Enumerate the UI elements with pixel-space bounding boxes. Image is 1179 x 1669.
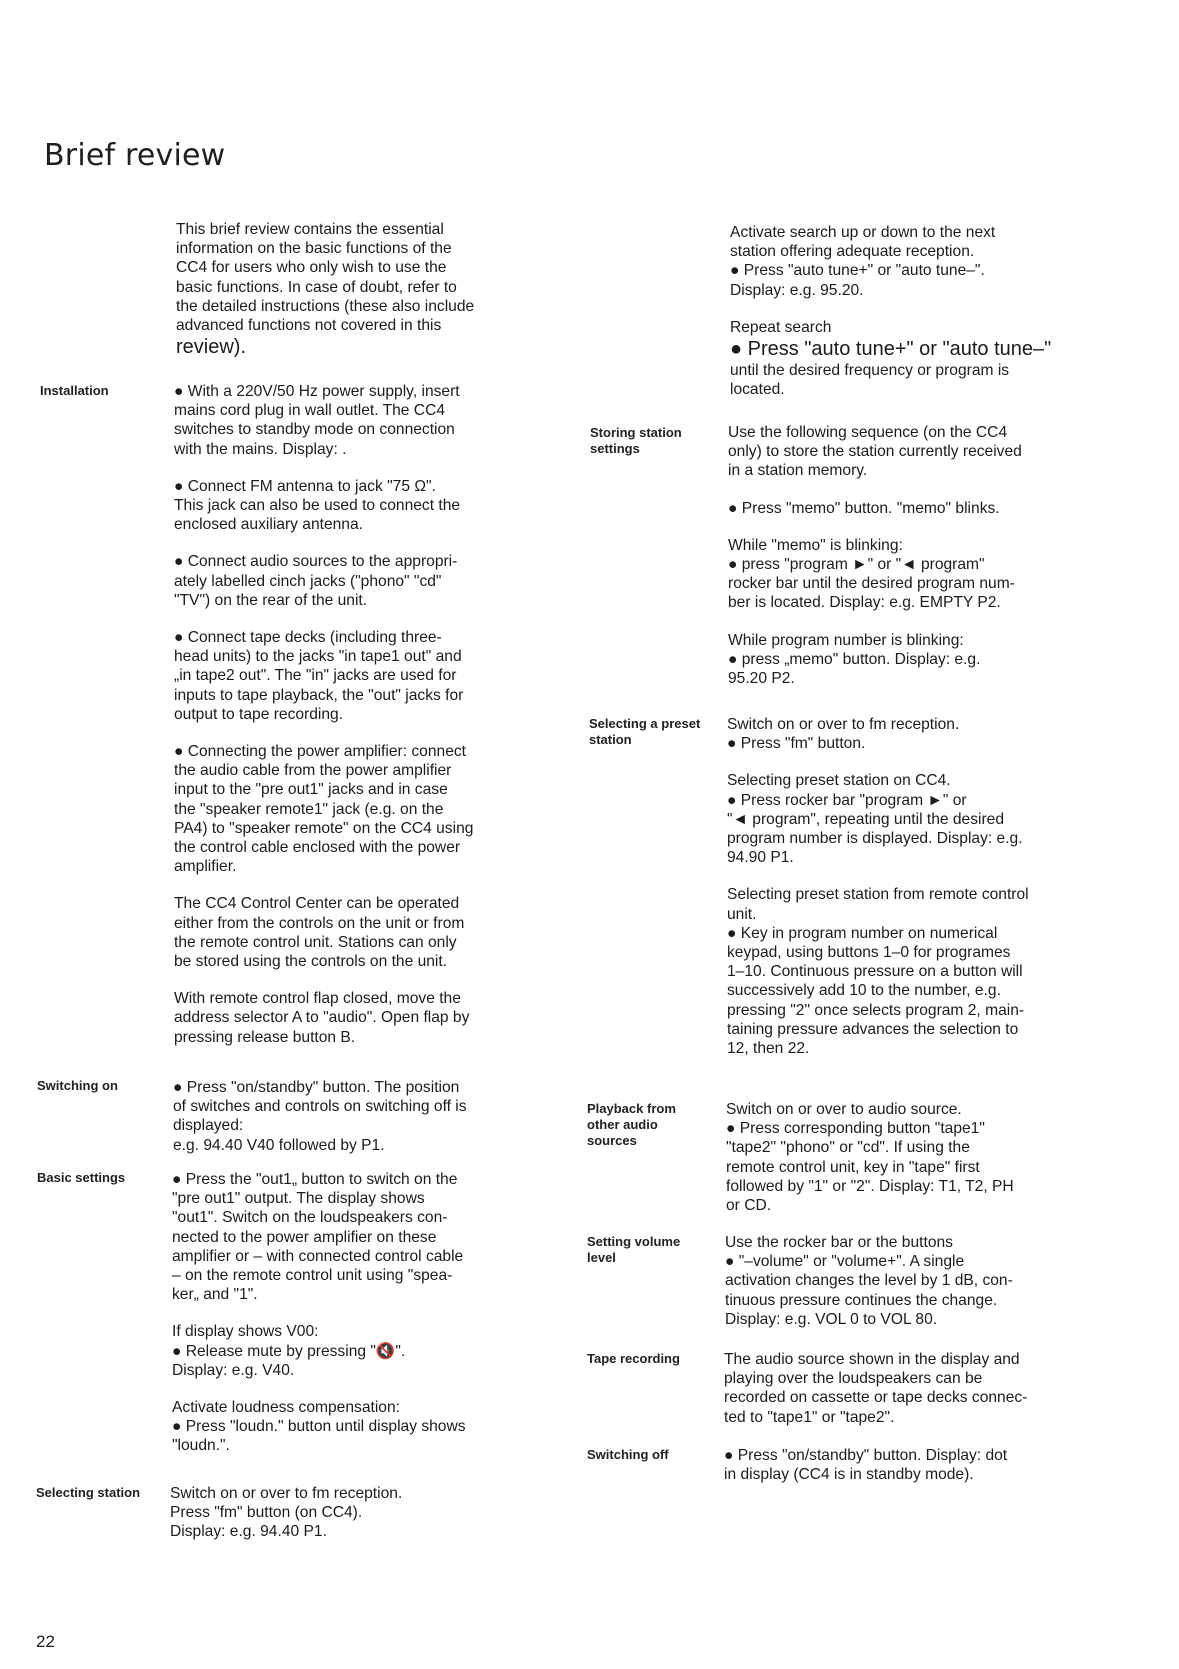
storing-paragraph-1 [728, 423, 1088, 481]
text-line: PA4) to "speaker remote" on the CC4 using [174, 819, 474, 837]
text-line: ● Press "memo" button. "memo" blinks. [728, 499, 1000, 517]
left-column-switching-on [173, 1078, 513, 1173]
text-line: ● Press "on/standby" button. Display: dot [724, 1447, 1008, 1464]
text-line: activation changes the level by 1 dB, con- [725, 1272, 1013, 1290]
text-line: ber is located. Display: e.g. EMPTY P2. [728, 594, 1001, 612]
label-line: Storing station [590, 425, 682, 440]
text-line: of switches and controls on switching off is [173, 1098, 467, 1116]
label-setting-volume-level [587, 1234, 680, 1266]
text-line: With remote control flap closed, move the [174, 990, 461, 1008]
text-line: ● Press "on/standby" button. The position [173, 1079, 460, 1096]
preset-paragraph-1 [727, 715, 1097, 753]
text-line: nected to the power amplifier on these [172, 1228, 437, 1246]
text-line: or CD. [726, 1197, 772, 1215]
text-line: Display: e.g. 94.40 P1. [170, 1523, 327, 1541]
right-column-playback [726, 1100, 1086, 1233]
text-line: The CC4 Control Center can be operated [174, 895, 460, 913]
text-line: ● Press corresponding button "tape1" [726, 1120, 985, 1138]
text-line: output to tape recording. [174, 705, 344, 723]
text-line: either from the controls on the unit or from [174, 914, 465, 932]
text-line: 1–10. Continuous pressure on a button will [727, 963, 1023, 981]
text-line: the "speaker remote1" jack (e.g. on the [174, 800, 444, 818]
text-line: This brief review contains the essential [176, 221, 444, 238]
repeat-search-paragraph [730, 318, 1090, 400]
text-line: Use the following sequence (on the CC4 [728, 424, 1008, 441]
text-line: review). [176, 336, 247, 359]
text-line: keypad, using buttons 1–0 for programes [727, 944, 1011, 962]
text-line: ● Release mute by pressing "🔇". [172, 1342, 406, 1360]
text-line: CC4 for users who only wish to use the [176, 259, 447, 277]
text-line: until the desired frequency or program is [730, 362, 1010, 380]
storing-paragraph-4 [728, 631, 1088, 689]
text-line: the audio cable from the power amplifier [174, 762, 452, 780]
label-playback-other-sources [587, 1101, 676, 1149]
text-line: 94.90 P1. [727, 849, 794, 867]
left-column-top [176, 220, 516, 359]
install-paragraph-7 [174, 989, 514, 1047]
text-line: ● press "program ►" or "◄ program" [728, 556, 985, 574]
text-line: rocker bar until the desired program num- [728, 575, 1015, 593]
label-storing-station-settings [590, 425, 682, 457]
text-line: ● "–volume" or "volume+". A single [725, 1253, 965, 1271]
text-line: Display: e.g. V40. [172, 1361, 295, 1379]
text-line: While "memo" is blinking: [728, 536, 903, 554]
install-paragraph-1 [174, 382, 514, 459]
right-column-volume [725, 1233, 1085, 1347]
text-line: pressing release button B. [174, 1028, 356, 1046]
text-line: Selecting preset station from remote control [727, 886, 1029, 904]
text-line: ● Connect audio sources to the appropri- [174, 553, 458, 571]
right-column-search [730, 223, 1090, 417]
text-line: ately labelled cinch jacks ("phono" "cd" [174, 572, 442, 590]
label-line: level [587, 1250, 616, 1265]
text-line: 12, then 22. [727, 1040, 810, 1058]
text-line: This jack can also be used to connect the [174, 497, 461, 515]
text-line: "out1". Switch on the loudspeakers con- [172, 1209, 448, 1227]
text-line: ● Press "auto tune+" or "auto tune–". [730, 262, 985, 280]
text-line: pressing "2" once selects program 2, main- [727, 1001, 1025, 1019]
text-line: Activate loudness compensation: [172, 1399, 400, 1417]
text-line: playing over the loudspeakers can be [724, 1370, 983, 1388]
label-line: settings [590, 441, 640, 456]
text-line: program number is displayed. Display: e.g. [727, 830, 1023, 848]
text-line: „in tape2 out". The "in" jacks are used for [174, 667, 457, 685]
text-line: While program number is blinking: [728, 631, 964, 649]
text-line: information on the basic functions of the [176, 240, 452, 258]
label-line: Playback from [587, 1101, 676, 1116]
text-line: 95.20 P2. [728, 670, 795, 688]
text-line: address selector A to "audio". Open flap by [174, 1009, 470, 1027]
text-line: switches to standby mode on connection [174, 421, 455, 439]
text-line: Press "fm" button (on CC4). [170, 1504, 363, 1522]
preset-paragraph-2 [727, 771, 1097, 867]
text-line: amplifier or – with connected control cable [172, 1247, 464, 1265]
text-line: Use the rocker bar or the buttons [725, 1234, 953, 1251]
text-line: Display: e.g. VOL 0 to VOL 80. [725, 1310, 938, 1328]
text-line: tinuous pressure continues the change. [725, 1291, 998, 1309]
text-line: ● Press the "out1„ button to switch on the [172, 1171, 458, 1188]
intro-paragraph [176, 220, 516, 359]
text-line: Selecting preset station on CC4. [727, 772, 951, 790]
text-line: "tape2" "phono" or "cd". If using the [726, 1139, 970, 1157]
label-line: station [589, 732, 632, 747]
install-paragraph-4 [174, 628, 514, 724]
text-line: ● Press rocker bar "program ►" or [727, 791, 967, 809]
right-column-switching-off [724, 1446, 1084, 1502]
text-line: in display (CC4 is in standby mode). [724, 1466, 974, 1484]
text-line: "TV") on the rear of the unit. [174, 591, 368, 609]
text-line: the detailed instructions (these also include [176, 297, 475, 315]
text-line: – on the remote control unit using "spea- [172, 1267, 453, 1285]
right-column-storing [728, 423, 1088, 706]
text-line: the remote control unit. Stations can only [174, 933, 457, 951]
text-line: be stored using the controls on the unit. [174, 953, 448, 971]
text-line: with the mains. Display: . [174, 440, 347, 458]
text-line: ● Connect FM antenna to jack "75 Ω". [174, 477, 436, 495]
left-column-installation [174, 382, 514, 1065]
playback-paragraph [726, 1100, 1086, 1215]
storing-paragraph-3 [728, 536, 1088, 613]
text-line: Display: e.g. 95.20. [730, 281, 864, 299]
text-line: ● Connect tape decks (including three- [174, 629, 442, 647]
label-selecting-preset-station [589, 716, 700, 748]
text-line: basic functions. In case of doubt, refer to [176, 278, 457, 296]
label-switching-off: Switching off [587, 1447, 669, 1462]
basic-paragraph-3 [172, 1398, 512, 1456]
text-line: station offering adequate reception. [730, 243, 975, 261]
storing-paragraph-2 [728, 499, 1088, 518]
text-line: Switch on or over to fm reception. [727, 716, 960, 733]
text-line: ● With a 220V/50 Hz power supply, insert [174, 383, 460, 400]
text-line: If display shows V00: [172, 1323, 319, 1341]
label-line: Selecting a preset [589, 716, 701, 731]
search-paragraph [730, 223, 1090, 300]
install-paragraph-5 [174, 742, 514, 876]
text-line: input to the "pre out1" jacks and in case [174, 781, 448, 799]
label-line: sources [587, 1133, 637, 1148]
selecting-station-paragraph [170, 1484, 510, 1542]
text-line: ● Press "auto tune+" or "auto tune–" [730, 338, 1052, 361]
text-line: only) to store the station currently received [728, 443, 1022, 461]
text-line: The audio source shown in the display and [724, 1351, 1020, 1368]
text-line: successively add 10 to the number, e.g. [727, 982, 1001, 1000]
text-line: enclosed auxiliary antenna. [174, 516, 363, 534]
basic-paragraph-2 [172, 1322, 512, 1380]
text-line: head units) to the jacks "in tape1 out" and [174, 648, 462, 666]
text-line: Repeat search [730, 318, 832, 336]
text-line: ● Press "loudn." button until display shows [172, 1418, 466, 1436]
left-column-selecting-station [170, 1484, 510, 1560]
text-line: advanced functions not covered in this [176, 317, 442, 335]
label-installation: Installation [40, 383, 109, 398]
install-paragraph-3 [174, 552, 514, 610]
text-line: in a station memory. [728, 462, 868, 480]
text-line: inputs to tape playback, the "out" jacks for [174, 686, 464, 704]
text-line: Switch on or over to audio source. [726, 1101, 962, 1118]
text-line: taining pressure advances the selection to [727, 1020, 1019, 1038]
text-line: Switch on or over to fm reception. [170, 1485, 403, 1502]
text-line: ● press „memo" button. Display: e.g. [728, 650, 981, 668]
text-line: e.g. 94.40 V40 followed by P1. [173, 1136, 385, 1154]
text-line: mains cord plug in wall outlet. The CC4 [174, 402, 446, 420]
text-line: ted to "tape1" or "tape2". [724, 1408, 895, 1426]
tape-paragraph [724, 1350, 1084, 1427]
label-tape-recording: Tape recording [587, 1351, 680, 1366]
text-line: "loudn.". [172, 1437, 230, 1455]
text-line: ker„ and "1". [172, 1286, 258, 1304]
text-line: recorded on cassette or tape decks connec- [724, 1389, 1028, 1407]
text-line: displayed: [173, 1117, 244, 1135]
text-line: remote control unit, key in "tape" first [726, 1158, 980, 1176]
text-line: ● Press "fm" button. [727, 735, 866, 753]
text-line: the control cable enclosed with the power [174, 839, 461, 857]
install-paragraph-6 [174, 894, 514, 971]
label-line: other audio [587, 1117, 658, 1132]
text-line: amplifier. [174, 858, 237, 876]
label-selecting-station: Selecting station [36, 1485, 141, 1500]
right-column-tape [724, 1350, 1084, 1445]
text-line: followed by "1" or "2". Display: T1, T2, PH [726, 1177, 1014, 1195]
install-paragraph-2 [174, 477, 514, 535]
text-line: "pre out1" output. The display shows [172, 1190, 425, 1208]
text-line: Activate search up or down to the next [730, 224, 996, 241]
page-number: 22 [36, 1632, 55, 1651]
text-line: ● Key in program number on numerical [727, 924, 998, 942]
label-switching-on: Switching on [37, 1078, 118, 1093]
switching-on-paragraph [173, 1078, 513, 1155]
page-title: Brief review [44, 138, 226, 173]
text-line: ● Connecting the power amplifier: connect [174, 743, 466, 761]
label-line: Setting volume [587, 1234, 681, 1249]
text-line: "◄ program", repeating until the desired [727, 810, 1005, 828]
switching-off-paragraph [724, 1446, 1084, 1484]
preset-paragraph-3 [727, 885, 1097, 1058]
left-column-basic-settings [172, 1170, 512, 1474]
right-column-preset [727, 715, 1097, 1076]
basic-paragraph-1 [172, 1170, 512, 1304]
label-basic-settings: Basic settings [37, 1170, 126, 1185]
volume-paragraph [725, 1233, 1085, 1329]
text-line: located. [730, 381, 785, 399]
text-line: unit. [727, 905, 757, 923]
